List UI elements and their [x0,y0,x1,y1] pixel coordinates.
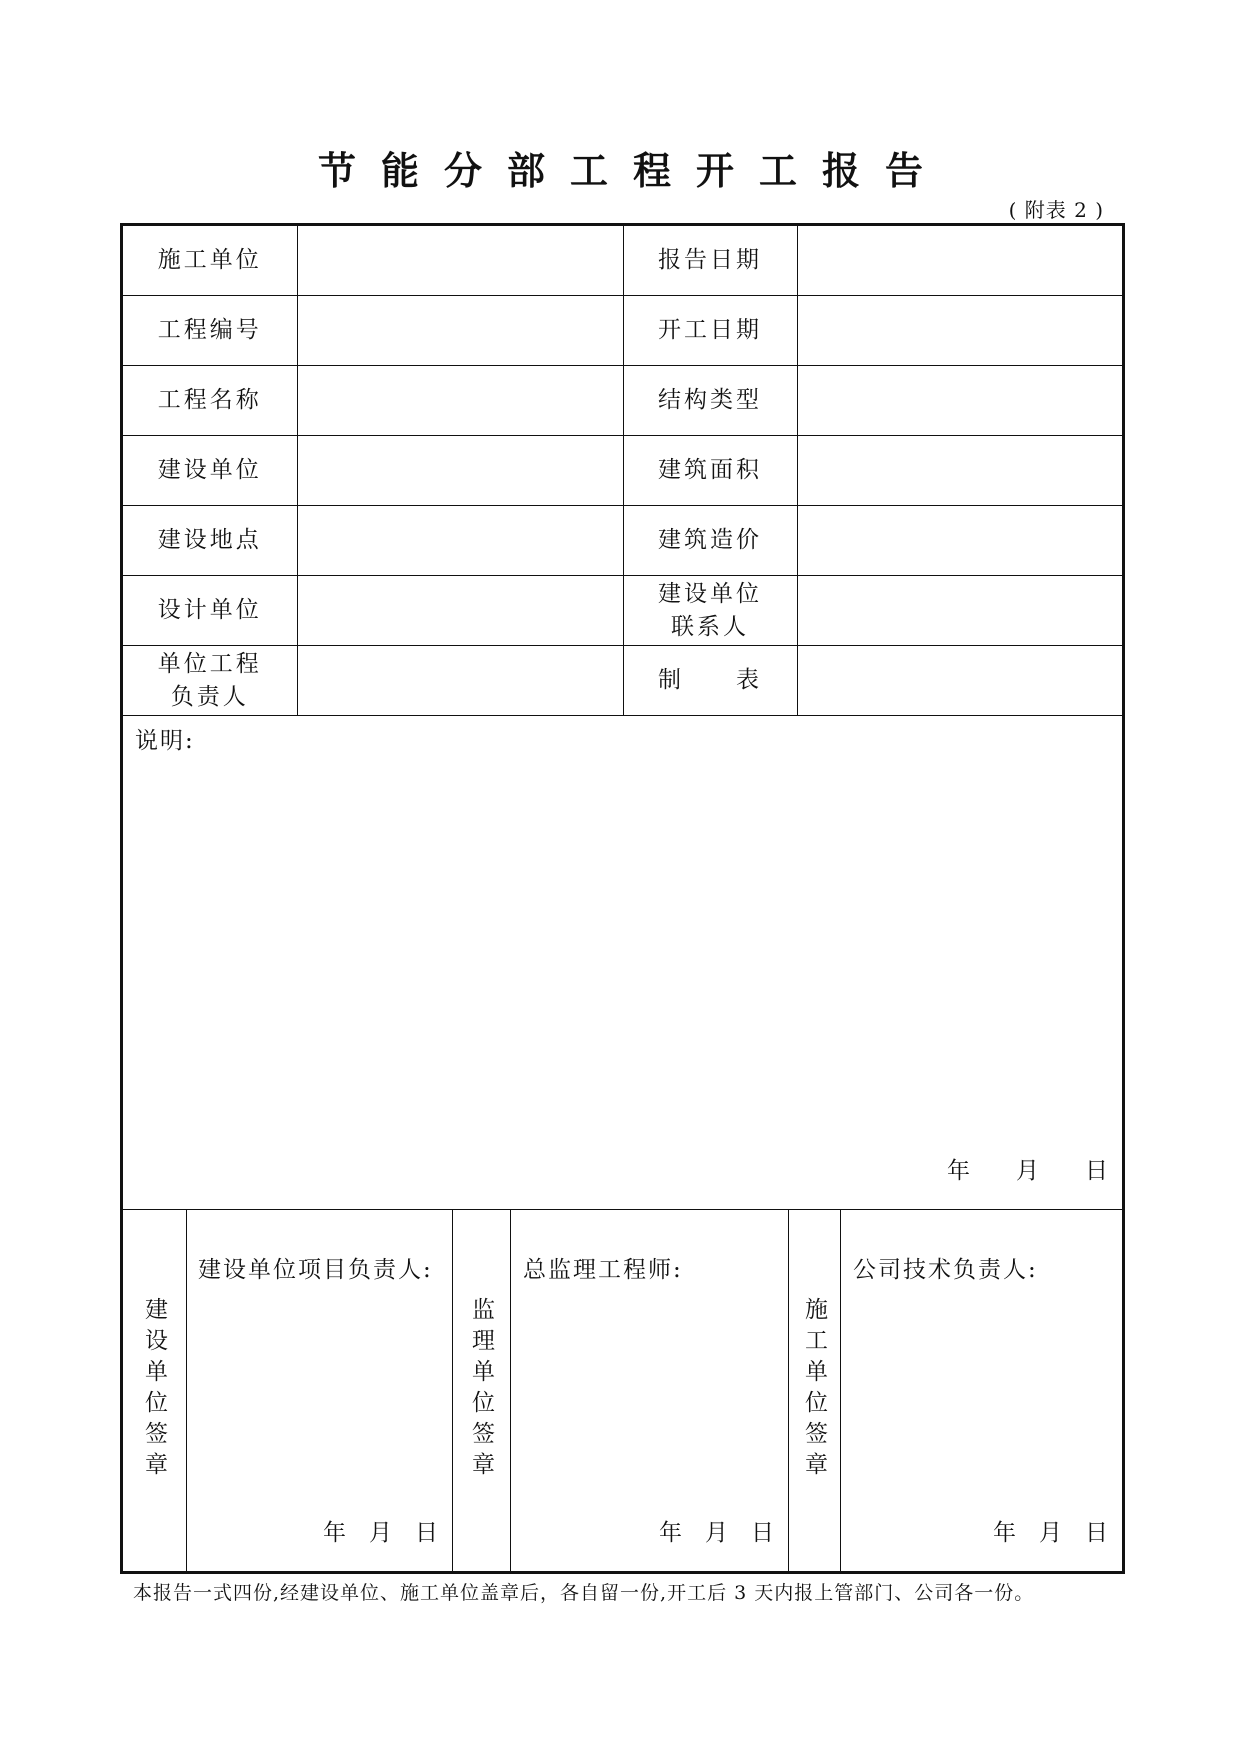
contractor-seal-label-cell [789,1209,841,1571]
field-value-prepared-by[interactable] [797,646,1122,716]
table-row [123,576,1122,646]
table-row [123,226,1122,296]
annex-label: ( 附表 2 ) [1008,198,1104,222]
field-value-owner-contact[interactable] [797,576,1122,646]
field-label-building-cost: 建筑造价 [623,506,797,576]
supervisor-seal-label: 监理单位签章 [468,1297,494,1483]
notes-label: 说明: [135,728,195,754]
owner-signature-date: 年 月 日 [323,1520,438,1546]
field-value-building-cost[interactable] [797,506,1122,576]
field-label-report-date: 报告日期 [623,226,797,296]
owner-signature-heading: 建设单位项目负责人: [198,1257,433,1283]
table-row [123,366,1122,436]
notes-section[interactable] [123,714,1122,1210]
field-value-building-area[interactable] [797,436,1122,506]
table-row [123,506,1122,576]
contractor-signature-heading: 公司技术负责人: [853,1257,1038,1283]
owner-seal-label-cell [123,1209,187,1571]
field-value-start-date[interactable] [797,296,1122,366]
field-label-design-unit: 设计单位 [123,576,297,646]
field-label-prepared-by: 制 表 [623,646,797,716]
field-value-structure-type[interactable] [797,366,1122,436]
field-value-project-number[interactable] [297,296,623,366]
field-label-structure-type: 结构类型 [623,366,797,436]
table-row [123,646,1122,716]
owner-signature-box[interactable] [186,1209,453,1571]
field-value-owner-unit[interactable] [297,436,623,506]
field-value-site-location[interactable] [297,506,623,576]
document-title: 节能分部工程开工报告 [317,149,948,193]
owner-contact-line1: 建设单位 [658,581,762,608]
field-label-start-date: 开工日期 [623,296,797,366]
report-form [120,223,1125,1574]
field-label-project-name: 工程名称 [123,366,297,436]
supervisor-signature-date: 年 月 日 [659,1520,774,1546]
field-label-owner-unit: 建设单位 [123,436,297,506]
field-label-project-number: 工程编号 [123,296,297,366]
table-row [123,436,1122,506]
contractor-signature-date: 年 月 日 [993,1520,1108,1546]
field-label-construction-unit: 施工单位 [123,226,297,296]
project-manager-line1: 单位工程 [157,651,262,678]
footer-note: 本报告一式四份,经建设单位、施工单位盖章后，各自留一份,开工后 3 天内报上管部门、公司各一份。 [133,1582,1035,1604]
field-value-report-date[interactable] [797,226,1122,296]
supervisor-signature-box[interactable] [511,1209,789,1571]
field-label-site-location: 建设地点 [123,506,297,576]
field-label-project-manager [123,646,297,716]
notes-date: 年 月 日 [947,1158,1108,1184]
owner-seal-label: 建设单位签章 [141,1297,167,1483]
field-label-building-area: 建筑面积 [623,436,797,506]
owner-contact-line2: 联系人 [671,613,749,640]
supervisor-seal-label-cell [453,1209,511,1571]
info-table [123,226,1122,716]
table-row [123,296,1122,366]
field-value-construction-unit[interactable] [297,226,623,296]
field-value-design-unit[interactable] [297,576,623,646]
project-manager-line2: 负责人 [170,683,249,710]
field-value-project-name[interactable] [297,366,623,436]
signature-section [123,1209,1122,1571]
contractor-signature-box[interactable] [841,1209,1122,1571]
supervisor-signature-heading: 总监理工程师: [523,1257,683,1283]
contractor-seal-label: 施工单位签章 [801,1297,827,1483]
field-label-owner-contact [623,576,797,646]
field-value-project-manager[interactable] [297,646,623,716]
